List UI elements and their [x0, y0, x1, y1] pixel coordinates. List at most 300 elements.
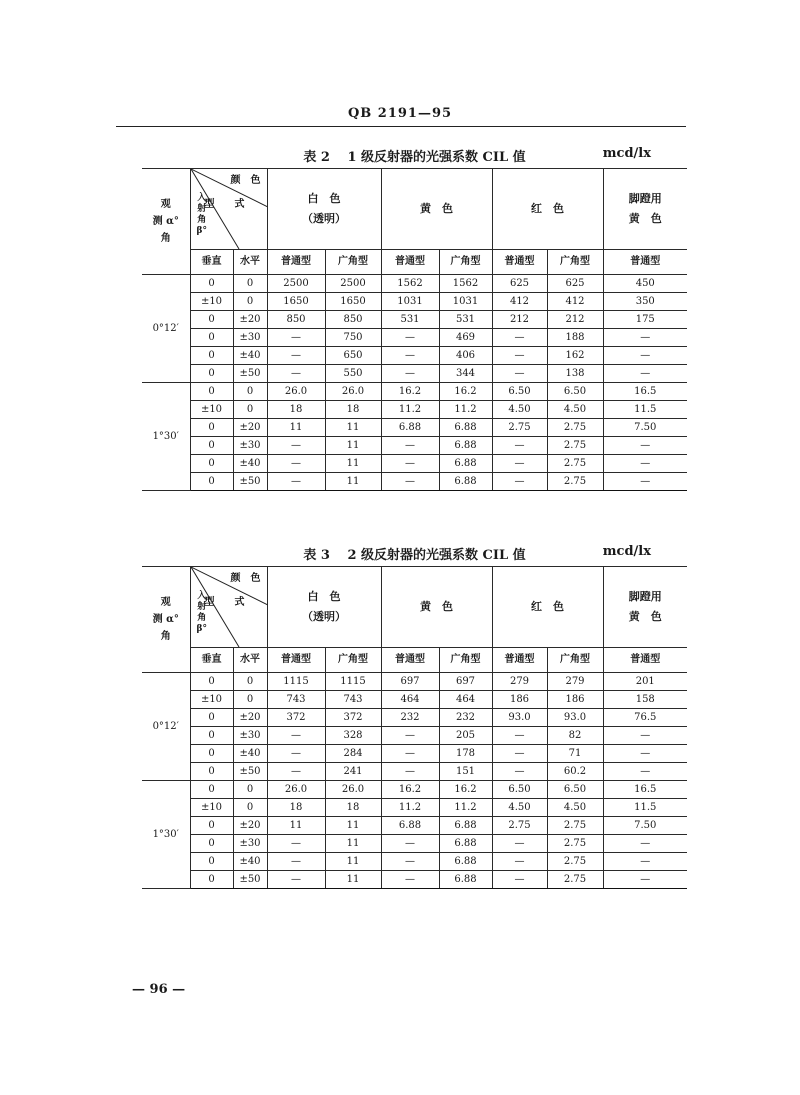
table-cell: 93.0 [547, 709, 603, 727]
table-cell: 16.2 [381, 383, 439, 401]
table-cell: 0 [190, 437, 233, 455]
table-cell: 82 [547, 727, 603, 745]
table-cell: — [267, 745, 325, 763]
normal-type-header: 普通型 [492, 648, 547, 673]
table-cell: ±40 [233, 745, 267, 763]
table-row [142, 455, 687, 473]
table-cell: 0 [233, 691, 267, 709]
table-row [142, 799, 687, 817]
table-cell: 0 [233, 293, 267, 311]
table-cell: — [267, 727, 325, 745]
table-cell: — [603, 835, 687, 853]
table-cell: 0 [233, 383, 267, 401]
table-cell: — [381, 727, 439, 745]
table-cell: 11 [325, 817, 381, 835]
table-unit: mcd/lx [602, 544, 651, 559]
table-cell: 1115 [325, 673, 381, 691]
table-cell: 4.50 [492, 799, 547, 817]
wide-type-header: 广角型 [325, 648, 381, 673]
table-cell: 2.75 [547, 473, 603, 491]
table-cell: 1115 [267, 673, 325, 691]
table-cell: ±20 [233, 419, 267, 437]
normal-type-header: 普通型 [603, 250, 687, 275]
white-note: （透明） [302, 212, 346, 225]
table-cell: — [492, 437, 547, 455]
table-cell: 4.50 [547, 401, 603, 419]
header-row [142, 567, 687, 648]
observation-angle-header: 观 测 α° 角 [142, 567, 190, 673]
table-cell: — [381, 455, 439, 473]
table-cell: 406 [439, 347, 492, 365]
table-cell: 697 [381, 673, 439, 691]
table-cell: — [381, 437, 439, 455]
table-cell: 850 [325, 311, 381, 329]
table-cell: 0 [233, 781, 267, 799]
table-cell: — [267, 455, 325, 473]
normal-type-header: 普通型 [492, 250, 547, 275]
table-row [142, 473, 687, 491]
table-cell: 0 [233, 401, 267, 419]
table-cell: 2.75 [492, 817, 547, 835]
table-cell: 212 [547, 311, 603, 329]
table-cell: 0 [190, 727, 233, 745]
table-cell: 531 [439, 311, 492, 329]
table-cell: — [492, 745, 547, 763]
white-header [267, 169, 381, 250]
horizontal-header: 水平 [233, 648, 267, 673]
table-cell: — [603, 437, 687, 455]
table-row [142, 311, 687, 329]
table-cell: 743 [267, 691, 325, 709]
table-cell: — [603, 871, 687, 889]
wide-type-header: 广角型 [547, 648, 603, 673]
table-row [142, 347, 687, 365]
table-cell: 6.88 [439, 817, 492, 835]
table-cell: ±30 [233, 727, 267, 745]
table-cell: 11 [325, 419, 381, 437]
table-cell: — [492, 853, 547, 871]
table-cell: ±20 [233, 709, 267, 727]
table-row [142, 419, 687, 437]
table-cell: 6.50 [547, 383, 603, 401]
table-cell: 205 [439, 727, 492, 745]
white-header [267, 567, 381, 648]
table-cell: 11 [267, 817, 325, 835]
table-cell: 6.88 [439, 455, 492, 473]
table-cell: — [492, 365, 547, 383]
table-cell: 11.5 [603, 799, 687, 817]
table-cell: 2.75 [547, 853, 603, 871]
wide-type-header: 广角型 [547, 250, 603, 275]
table-caption-title: 表 2 1 级反射器的光强系数 CIL 值 [303, 150, 526, 165]
table-cell: 2.75 [547, 871, 603, 889]
table-cell: 1562 [381, 275, 439, 293]
table-cell: 0 [190, 871, 233, 889]
table-cell: — [381, 763, 439, 781]
table-cell: 2500 [267, 275, 325, 293]
table-cell: 11 [325, 871, 381, 889]
table-cell: 11.2 [439, 401, 492, 419]
table-cell: 2.75 [547, 455, 603, 473]
table-cell: 550 [325, 365, 381, 383]
table-caption-title: 表 3 2 级反射器的光强系数 CIL 值 [303, 548, 526, 563]
table-cell: 16.2 [439, 383, 492, 401]
table-row [142, 745, 687, 763]
table-cell: 6.88 [439, 871, 492, 889]
table-cell: 6.88 [439, 437, 492, 455]
wide-type-header: 广角型 [325, 250, 381, 275]
table-cell: 0 [233, 673, 267, 691]
table-cell: — [267, 835, 325, 853]
table-cell: 0 [190, 329, 233, 347]
table-cell: ±10 [190, 691, 233, 709]
yellow-header: 黄 色 [381, 567, 492, 648]
table-cell: 0 [190, 419, 233, 437]
table-cell: 6.50 [547, 781, 603, 799]
table-cell: 2.75 [547, 437, 603, 455]
table-cell: 850 [267, 311, 325, 329]
red-header: 红 色 [492, 567, 603, 648]
normal-type-header: 普通型 [267, 250, 325, 275]
table-cell: ±30 [233, 437, 267, 455]
table-cell: 4.50 [547, 799, 603, 817]
table-cell: 743 [325, 691, 381, 709]
table-cell: 284 [325, 745, 381, 763]
wide-type-header: 广角型 [439, 250, 492, 275]
table-cell: ±10 [190, 293, 233, 311]
table-cell: 279 [547, 673, 603, 691]
table-cell: 531 [381, 311, 439, 329]
table-cell: 175 [603, 311, 687, 329]
wide-type-header: 广角型 [439, 648, 492, 673]
table-cell: 350 [603, 293, 687, 311]
table-cell: — [603, 365, 687, 383]
table-cell: 0 [190, 853, 233, 871]
table-cell: — [492, 835, 547, 853]
table-cell: 7.50 [603, 817, 687, 835]
table-cell: — [492, 871, 547, 889]
table-cell: 16.5 [603, 781, 687, 799]
pedal-color: 黄 色 [628, 610, 662, 623]
table-3-caption [142, 544, 687, 564]
table-cell: — [381, 853, 439, 871]
table-cell: 16.5 [603, 383, 687, 401]
table-2-caption [142, 146, 687, 166]
table-cell: 2.75 [547, 817, 603, 835]
table-cell: 60.2 [547, 763, 603, 781]
table-cell: 0 [233, 799, 267, 817]
observation-angle-header: 观 测 α° 角 [142, 169, 190, 275]
table-cell: 6.50 [492, 383, 547, 401]
table-cell: 6.88 [381, 817, 439, 835]
table-cell: 11.2 [381, 799, 439, 817]
table-cell: 162 [547, 347, 603, 365]
table-cell: 0 [190, 781, 233, 799]
table-cell: — [381, 835, 439, 853]
horizontal-header: 水平 [233, 250, 267, 275]
table-cell: 212 [492, 311, 547, 329]
table-cell: 11.2 [381, 401, 439, 419]
table-cell: 0 [190, 817, 233, 835]
table-cell: 11.5 [603, 401, 687, 419]
table-row [142, 329, 687, 347]
table-cell: 18 [267, 799, 325, 817]
table-unit: mcd/lx [602, 146, 651, 161]
table-cell: 412 [547, 293, 603, 311]
standard-code: QB 2191—95 [347, 106, 453, 121]
table-cell: — [492, 455, 547, 473]
table-cell: ±50 [233, 365, 267, 383]
white-label: 白 色 [307, 590, 341, 603]
table-cell: 1031 [439, 293, 492, 311]
table-cell: 232 [439, 709, 492, 727]
table-cell: ±10 [190, 799, 233, 817]
table-cell: 0 [190, 275, 233, 293]
table-cell: 11 [325, 437, 381, 455]
table-cell: 11 [325, 473, 381, 491]
subheader-row [142, 250, 687, 275]
table-cell: ±40 [233, 455, 267, 473]
page-number: — 96 — [132, 982, 186, 997]
table-cell: — [267, 473, 325, 491]
diag-label-type: 型 式 [204, 199, 245, 210]
table-row [142, 853, 687, 871]
normal-type-header: 普通型 [381, 648, 439, 673]
table-cell: 0 [190, 455, 233, 473]
diag-label-color: 颜 色 [230, 175, 261, 186]
table-cell: — [603, 347, 687, 365]
table-row [142, 871, 687, 889]
table-cell: — [267, 871, 325, 889]
table-cell: 344 [439, 365, 492, 383]
table-cell: 750 [325, 329, 381, 347]
table-cell: 464 [439, 691, 492, 709]
table-row [142, 763, 687, 781]
table-cell: — [381, 329, 439, 347]
table-2 [142, 168, 687, 491]
table-cell: — [381, 871, 439, 889]
table-cell: 232 [381, 709, 439, 727]
table-cell: 469 [439, 329, 492, 347]
observation-angle: 0°12′ [142, 673, 190, 781]
table-cell: — [492, 763, 547, 781]
table-cell: 6.88 [439, 419, 492, 437]
table-cell: 4.50 [492, 401, 547, 419]
normal-type-header: 普通型 [603, 648, 687, 673]
table-cell: — [267, 347, 325, 365]
table-cell: 241 [325, 763, 381, 781]
table-row [142, 437, 687, 455]
table-cell: — [603, 455, 687, 473]
table-cell: 151 [439, 763, 492, 781]
table-cell: — [381, 473, 439, 491]
table-cell: 372 [267, 709, 325, 727]
table-cell: — [267, 329, 325, 347]
table-row [142, 709, 687, 727]
table-cell: 625 [492, 275, 547, 293]
table-cell: 11 [325, 455, 381, 473]
table-cell: — [603, 763, 687, 781]
table-cell: 1031 [381, 293, 439, 311]
table-cell: — [492, 473, 547, 491]
table-cell: 0 [233, 275, 267, 293]
table-row [142, 727, 687, 745]
table-cell: 11.2 [439, 799, 492, 817]
observation-angle: 0°12′ [142, 275, 190, 383]
table-cell: — [603, 727, 687, 745]
table-cell: 2.75 [492, 419, 547, 437]
table-row [142, 401, 687, 419]
table-cell: 26.0 [325, 781, 381, 799]
table-cell: 71 [547, 745, 603, 763]
table-cell: 26.0 [267, 781, 325, 799]
table-cell: 412 [492, 293, 547, 311]
table-cell: — [603, 853, 687, 871]
table-cell: 16.2 [381, 781, 439, 799]
header-row [142, 169, 687, 250]
table-cell: 450 [603, 275, 687, 293]
table-cell: — [492, 347, 547, 365]
table-cell: ±10 [190, 401, 233, 419]
table-cell: 93.0 [492, 709, 547, 727]
table-cell: 18 [325, 401, 381, 419]
table-row [142, 691, 687, 709]
table-cell: 0 [190, 709, 233, 727]
diag-label-color: 颜 色 [230, 573, 261, 584]
pedal-header [603, 567, 687, 648]
pedal-label: 脚蹬用 [628, 590, 662, 603]
observation-angle: 1°30′ [142, 781, 190, 889]
table-cell: 158 [603, 691, 687, 709]
table-row [142, 835, 687, 853]
table-cell: 186 [547, 691, 603, 709]
table-cell: 0 [190, 763, 233, 781]
table-cell: ±30 [233, 329, 267, 347]
pedal-color: 黄 色 [628, 212, 662, 225]
table-cell: 0 [190, 473, 233, 491]
diagonal-header-cell [190, 169, 267, 250]
pedal-header [603, 169, 687, 250]
header-rule [116, 126, 686, 127]
table-cell: 6.50 [492, 781, 547, 799]
table-cell: ±30 [233, 835, 267, 853]
table-cell: 0 [190, 383, 233, 401]
vertical-header: 垂直 [190, 648, 233, 673]
table-cell: 188 [547, 329, 603, 347]
table-row [142, 293, 687, 311]
diag-label-incidence: 入 射 角 β° [196, 591, 207, 634]
table-cell: 0 [190, 365, 233, 383]
table-cell: 18 [325, 799, 381, 817]
table-cell: ±40 [233, 853, 267, 871]
table-cell: — [603, 473, 687, 491]
table-row [142, 673, 687, 691]
table-cell: 1650 [267, 293, 325, 311]
table-cell: 76.5 [603, 709, 687, 727]
table-cell: 7.50 [603, 419, 687, 437]
white-note: （透明） [302, 610, 346, 623]
white-label: 白 色 [307, 192, 341, 205]
table-cell: 2.75 [547, 419, 603, 437]
table-cell: 2.75 [547, 835, 603, 853]
table-cell: 16.2 [439, 781, 492, 799]
table-cell: ±40 [233, 347, 267, 365]
table-cell: 26.0 [325, 383, 381, 401]
table-cell: 372 [325, 709, 381, 727]
table-3 [142, 566, 687, 889]
table-cell: ±50 [233, 763, 267, 781]
table-cell: ±20 [233, 311, 267, 329]
table-cell: 6.88 [439, 835, 492, 853]
table-cell: 328 [325, 727, 381, 745]
table-cell: — [267, 853, 325, 871]
table-cell: 1650 [325, 293, 381, 311]
table-row [142, 275, 687, 293]
table-cell: — [381, 745, 439, 763]
table-cell: 6.88 [439, 853, 492, 871]
table-cell: 625 [547, 275, 603, 293]
table-cell: 1562 [439, 275, 492, 293]
table-cell: — [381, 365, 439, 383]
table-cell: 0 [190, 673, 233, 691]
table-cell: 0 [190, 347, 233, 365]
table-cell: 2500 [325, 275, 381, 293]
table-cell: 650 [325, 347, 381, 365]
table-cell: ±50 [233, 473, 267, 491]
table-cell: — [603, 329, 687, 347]
table-row [142, 817, 687, 835]
red-header: 红 色 [492, 169, 603, 250]
normal-type-header: 普通型 [267, 648, 325, 673]
table-cell: — [603, 745, 687, 763]
table-cell: — [492, 727, 547, 745]
diagonal-header-cell [190, 567, 267, 648]
table-cell: 0 [190, 745, 233, 763]
table-cell: 6.88 [381, 419, 439, 437]
table-cell: ±50 [233, 871, 267, 889]
normal-type-header: 普通型 [381, 250, 439, 275]
table-cell: — [492, 329, 547, 347]
table-cell: — [267, 365, 325, 383]
table-cell: 0 [190, 311, 233, 329]
yellow-header: 黄 色 [381, 169, 492, 250]
vertical-header: 垂直 [190, 250, 233, 275]
table-cell: 464 [381, 691, 439, 709]
subheader-row [142, 648, 687, 673]
table-row [142, 383, 687, 401]
table-cell: ±20 [233, 817, 267, 835]
table-cell: 0 [190, 835, 233, 853]
table-cell: — [381, 347, 439, 365]
table-cell: 18 [267, 401, 325, 419]
table-cell: 11 [325, 853, 381, 871]
diag-label-incidence: 入 射 角 β° [196, 193, 207, 236]
table-cell: 178 [439, 745, 492, 763]
table-cell: 6.88 [439, 473, 492, 491]
table-cell: — [267, 437, 325, 455]
table-cell: 138 [547, 365, 603, 383]
table-cell: 201 [603, 673, 687, 691]
table-cell: — [267, 763, 325, 781]
table-cell: 186 [492, 691, 547, 709]
table-row [142, 781, 687, 799]
table-cell: 26.0 [267, 383, 325, 401]
table-row [142, 365, 687, 383]
observation-angle: 1°30′ [142, 383, 190, 491]
table-cell: 11 [267, 419, 325, 437]
table-cell: 279 [492, 673, 547, 691]
diag-label-type: 型 式 [204, 597, 245, 608]
